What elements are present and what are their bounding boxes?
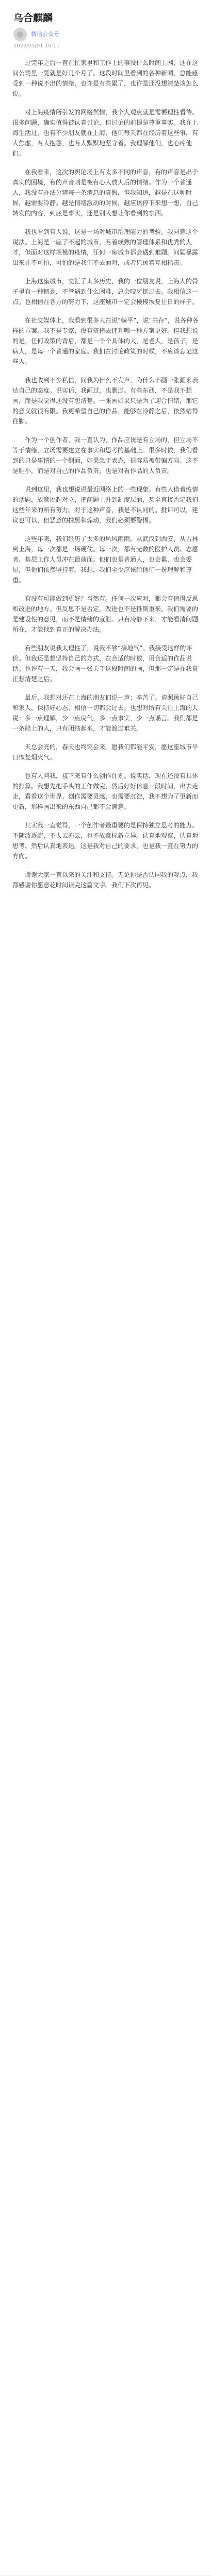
paragraph: 这些年来，我们经历了太多的风风雨雨。从武汉到西安，从吉林到上海，每一次都是一场硬仗。每一次，都有无数的医护人员、志愿者、基层工作人员冲在最前面。他们也是普通人，也会累，也会委屈，但他们依然坚持着。我想，我们至少应该给他们一份理解和尊重。	[12, 535, 199, 584]
paragraph: 在我看来，这次的舆论场上有太多不同的声音，有的声音是出于真实的困境，有的声音则是被有心人放大后的情绪。作为一个普通人，我没有办法分辨每一条消息的真假，但我知道，越是在这种时候，越需要冷静。越是情绪激动的时候，越应该停下来想一想，自己转发的内容，到底是事实，还是别人想让你看到的东西。	[12, 168, 199, 217]
author-row[interactable]	[13, 28, 59, 41]
paragraph: 在社交媒体上，我看到很多人在说“躺平”，说“共存”，说各种各样的方案。我不是专家，没有资格去评判哪一种方案更好。但我想说的是，任何政策的背后，都是一个个具体的人，是老人，是孩子，是病人，是每一个普通的家庭。我们在讨论政策的时候，不应该忘记这些人。	[12, 317, 199, 365]
account-name[interactable]: 微信公众号	[31, 31, 59, 38]
paragraph: 有些朋友说我太理性了，说我不够“接地气”。我接受这样的评价。但我还是想坚持自己的方式，在合适的时候，用合适的作品说话。也许有一天，我会画一张关于这段时间的画，但那一定是在我真正想清楚之后。	[12, 645, 199, 683]
paragraph: 对上海疫情所引发的网络舆情，我个人观点就是需要理性看待。很多问题，确实值得被认真讨论，但讨论的前提是尊重事实。我在上海生活过，也有不少朋友就在上海，他们每天都在经历着这些事，有人焦虑，有人抱怨，也有人默默地坚守着。我理解他们，也心疼他们。	[12, 109, 199, 157]
paragraph: 也有人问我，接下来有什么创作计划。说实话，现在还没有具体的打算。我想先把手头的工作做完，然后好好休息一段时间，出去走走，看看这个世界。创作需要灵感，也需要沉淀，我不想为了更新而更新，那样画出来的东西自己都不会满意。	[12, 772, 199, 810]
paragraph: 有没有可能做到更好？当然有。任何一次应对，都会有值得反思和改进的地方。但反思不是否定，改进也不是推倒重来。我们需要的是建设性的意见，而不是情绪的宣泄。只有冷静下来，才能看清问题所在，才能找到真正的解决办法。	[12, 595, 199, 633]
paragraph: 天总会亮的，春天也终究会来。愿我们都能平安，愿这座城市早日恢复烟火气。	[12, 743, 199, 761]
paragraph: 过完年之后一直在忙家里和工作上的事没什么时间上网，还在这间公司里一晃就是好几个月了。这段时间里看到的各种新闻，总能感受到一种说不出的情绪，也许是有些累了，也许是还没想清楚该怎么说。	[12, 59, 199, 97]
article-header	[0, 0, 211, 49]
article-body	[12, 58, 199, 899]
paragraph: 说到这里，我也想说说最近网络上的一些现象。有些人借着疫情的话题，故意挑起对立，把问题上升到制度层面，甚至直接否定我们这些年来的所有努力。对于这种声音，我是不认同的。批评可以，建议也可以，但恶意的抹黑和煽动，我们必须要警惕。	[12, 486, 199, 524]
paragraph: 上海这座城市，交汇了太多历史，我的一位朋友说，上海人的骨子里有一种韧劲，不管遇到什么困难，总会咬牙挺过去。我相信这一点。也相信在各方的努力下，这座城市一定会慢慢恢复往日的样子。	[12, 278, 199, 306]
paragraph: 我也收到不少私信，问我为什么不发声，为什么不画一张画来表达自己的态度。说实话，我画过，也删过。有些东西，不是我不想画，而是我觉得还没有想清楚。一张画如果只是为了迎合情绪，那它的意义就很有限。我更希望自己的作品，能够在冷静之后，依然站得住脚。	[12, 377, 199, 425]
post-meta: 2022/05/01 10:11	[13, 43, 60, 49]
article-title: 乌合麒麟	[13, 12, 53, 24]
paragraph: 其实我一直觉得，一个创作者最重要的是保持独立思考的能力。不随波逐流，不人云亦云，也不故意标新立异。认真地观察，认真地思考，然后认真地表达。这是我对自己的要求，也是我一直在努力的方向。	[12, 822, 199, 860]
paragraph: 谢谢大家一直以来的关注和支持。无论你是否认同我的观点，我都感谢你愿意花时间读完这篇文字。我们下次再见。	[12, 871, 199, 889]
paragraph: 作为一个创作者，我一直认为，作品应该是有立场的，但立场不等于情绪，立场需要建立在事实和思考的基础上。很多时候，我们看到的只是事情的一个侧面，如果急于表态，很容易被带偏方向。这不是胆小，而是对自己的作品负责，也是对看作品的人负责。	[12, 436, 199, 474]
user-icon	[17, 31, 23, 38]
avatar[interactable]	[13, 28, 27, 41]
paragraph: 我也看到有人说，这是一场对城市治理能力的考验。我同意这个说法。上海是一座了不起的城市，有着成熟的管理体系和优秀的人才，但面对这样规模的疫情，任何一座城市都会遇到难题。问题暴露出来并不可怕，可怕的是我们不去面对，或者只顾着互相指责。	[12, 228, 199, 266]
paragraph: 最后，我想对还在上海的朋友们说一声：辛苦了。请照顾好自己和家人，保持好心态，相信一切都会过去。也想对所有关注上海的人说：多一点理解，少一点戾气，多一点事实，少一点谣言。我们都是一条船上的人，只有团结起来，才能渡过难关。	[12, 694, 199, 732]
